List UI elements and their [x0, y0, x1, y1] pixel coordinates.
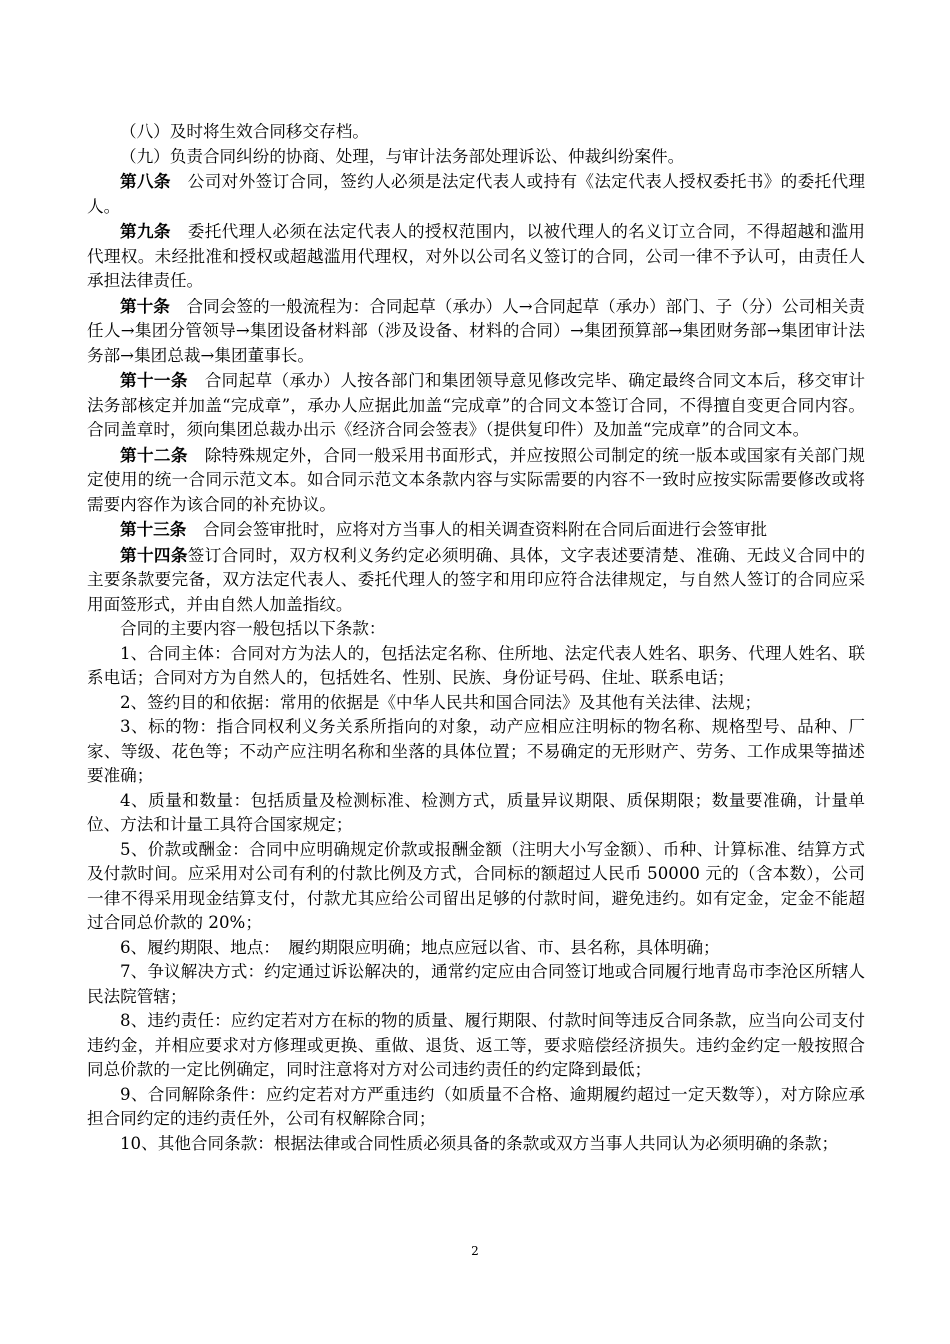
article-14: 第十四条签订合同时，双方权利义务约定必须明确、具体，文字表述要清楚、准确、无歧义合同中的主要条款要完备，双方法定代表人、委托代理人的签字和用印应符合法律规定，与自然人签订的合同应采用面签形式，并由自然人加盖指纹。 — [87, 544, 866, 614]
paragraph: 合同的主要内容一般包括以下条款： — [120, 619, 386, 638]
article-label: 第八条 — [120, 171, 171, 191]
paragraph: （八）及时将生效合同移交存档。 — [120, 122, 369, 141]
article-label: 第九条 — [120, 221, 171, 241]
paragraph: （九）负责合同纠纷的协商、处理，与审计法务部处理诉讼、仲裁纠纷案件。 — [120, 146, 685, 166]
clause-3: 3、标的物：指合同权利义务关系所指向的对象，动产应相应注明标的物名称、规格型号、品种、厂家、等级、花色等；不动产应注明名称和坐落的具体位置；不易确定的无形财产、劳务、工作成果等描述要准确； — [87, 717, 865, 785]
clause-5: 5、价款或酬金：合同中应明确规定价款或报酬金额（注明大小写金额）、币种、计算标准、结算方式及付款时间。应采用对公司有利的付款比例及方式，合同标的额超过人民币 50000 元的（含本数），公司一律不得采用现金结算支付，付款尤其应给公司留出足够的付款时间，避免违约。如有定金，定金不能超过合同总价款的 20%； — [87, 839, 865, 932]
clause-8: 8、违约责任：应约定若对方在标的物的质量、履行期限、付款时间等违反合同条款，应当向公司支付违约金，并相应要求对方修理或更换、重做、退货、返工等，要求赔偿经济损失。违约金约定一般按照合同总价款的一定比例确定，同时注意将对方对公司违约责任的约定降到最低； — [87, 1011, 865, 1079]
article-8: 第八条 公司对外签订合同，签约人必须是法定代表人或持有《法定代表人授权委托书》的委托代理人。 — [87, 171, 866, 216]
clause-1: 1、合同主体：合同对方为法人的，包括法定名称、住所地、法定代表人姓名、职务、代理人姓名、联系电话；合同对方为自然人的，包括姓名、性别、民族、身份证号码、住址、联系电话； — [87, 643, 865, 687]
article-11: 第十一条 合同起草（承办）人按各部门和集团领导意见修改完毕、确定最终合同文本后，移交审计法务部核定并加盖“完成章”，承办人应据此加盖“完成章”的合同文本签订合同，不得擅自变更合同内容。合同盖章时，须向集团总裁办出示《经济合同会签表》（提供复印件）及加盖“完成章”的合同文本。 — [87, 370, 866, 439]
clause-10: 10、其他合同条款：根据法律或合同性质必须具备的条款或双方当事人共同认为必须明确的条款； — [120, 1133, 839, 1153]
clause-2: 2、签约目的和依据：常用的依据是《中华人民共和国合同法》及其他有关法律、法规； — [120, 692, 762, 712]
clause-9: 9、合同解除条件：应约定若对方严重违约（如质量不合格、逾期履约超过一定天数等），对方除应承担合同约定的违约责任外，公司有权解除合同； — [87, 1084, 865, 1128]
document-body — [87, 120, 865, 1156]
page-number: 2 — [471, 1244, 479, 1258]
article-label: 第十二条 — [120, 444, 188, 465]
article-label: 第十条 — [120, 295, 170, 316]
article-13: 第十三条 合同会签审批时，应将对方当事人的相关调查资料附在合同后面进行会签审批 — [120, 519, 768, 539]
clause-4: 4、质量和数量：包括质量及检测标准、检测方式，质量异议期限、质保期限；数量要准确，计量单位、方法和计量工具符合国家规定； — [87, 790, 865, 834]
article-label: 第十四条 — [120, 544, 188, 565]
article-label: 第十三条 — [120, 519, 187, 539]
article-9: 第九条 委托代理人必须在法定代表人的授权范围内，以被代理人的名义订立合同，不得超越和滥用代理权。未经批准和授权或超越滥用代理权，对外以公司名义签订的合同，公司一律不予认可，由责任人承担法律责任。 — [87, 221, 866, 290]
article-12: 第十二条 除特殊规定外，合同一般采用书面形式，并应按照公司制定的统一版本或国家有关部门规定使用的统一合同示范文本。如合同示范文本条款内容与实际需要的内容不一致时应按实际需要修改或将需要内容作为该合同的补充协议。 — [87, 444, 866, 514]
article-label: 第十一条 — [120, 370, 188, 390]
clause-7: 7、争议解决方式：约定通过诉讼解决的，通常约定应由合同签订地或合同履行地青岛市李沧区所辖人民法院管辖； — [87, 962, 865, 1006]
article-10: 第十条 合同会签的一般流程为：合同起草（承办）人→合同起草（承办）部门、子（分）公司相关责任人→集团分管领导→集团设备材料部（涉及设备、材料的合同）→集团预算部→集团财务部→集团审计法务部→集团总裁→集团董事长。 — [87, 295, 866, 365]
clause-6: 6、履约期限、地点： 履约期限应明确；地点应冠以省、市、县名称，具体明确； — [120, 937, 720, 957]
